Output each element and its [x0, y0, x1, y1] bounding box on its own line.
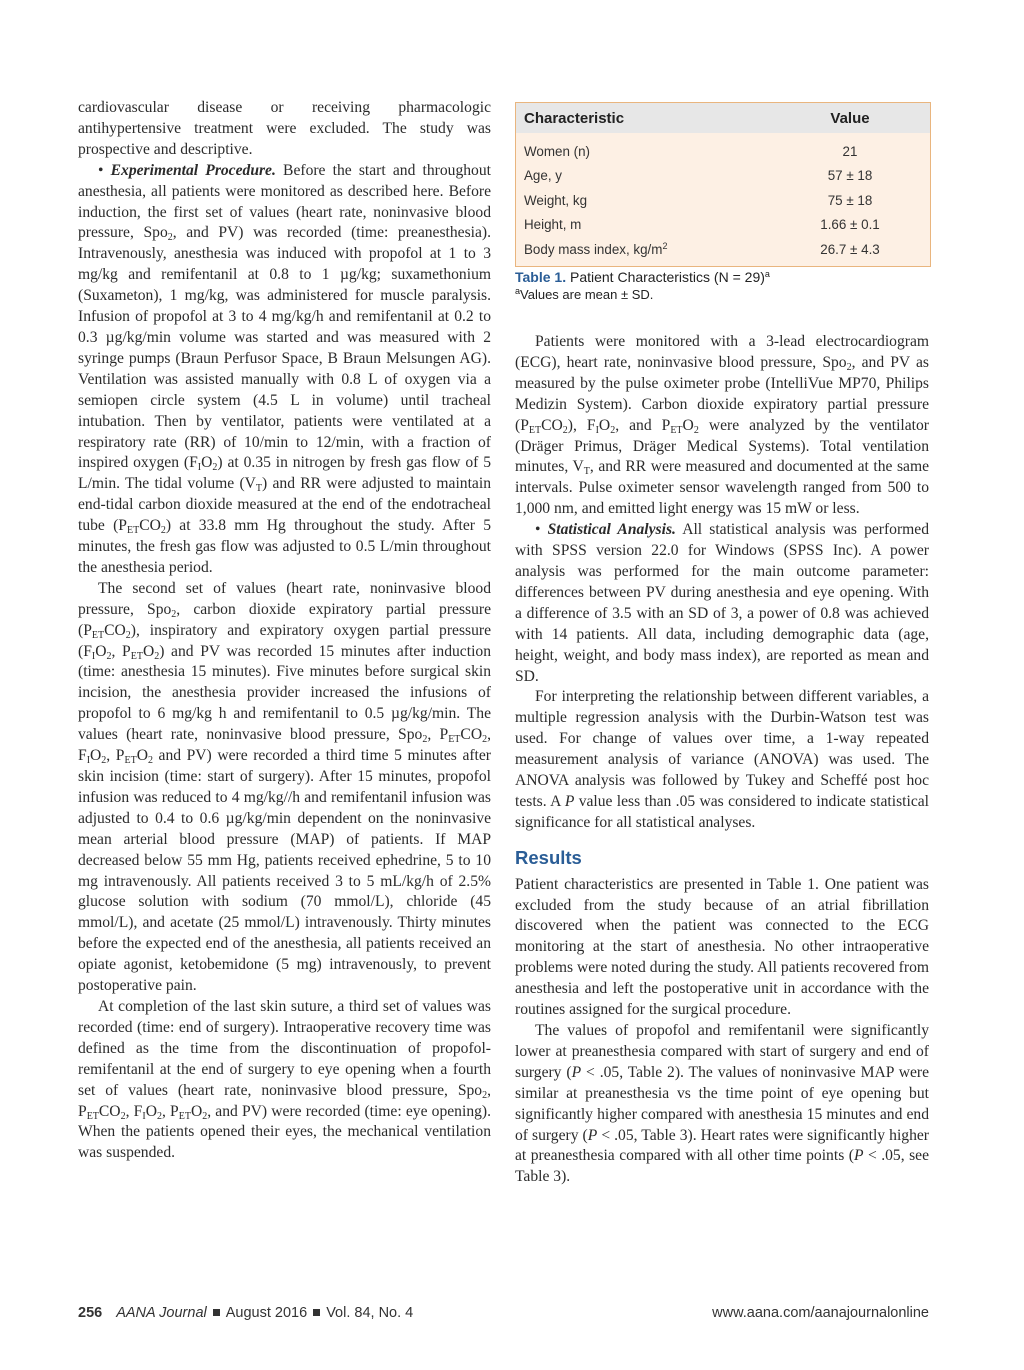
table-title: Patient Characteristics (N = 29) — [566, 269, 765, 285]
square-bullet-icon — [213, 1309, 220, 1316]
row-value: 57 ± 18 — [827, 168, 873, 184]
table-row — [516, 237, 930, 266]
row-value: 1.66 ± 0.1 — [820, 217, 880, 233]
paragraph: • Experimental Procedure. Before the start and throughout anesthesia, all patients were monitored as described here. Before induction, the first set of values (heart rate, noninvasive blood pressure, Spo$_2$, and PV) was recorded (time: preanesthesia). Intravenously, anesthesia was induced with propofol at 1 to 3 mg/kg and remifentanil at 0.8 to 1 µg/kg; suxamethonium (Suxameton), 1 mg/kg, was administered for muscle paralysis. Infusion of propofol at 3 to 4 mg/kg/h and remifentanil at 0.2 to 0.3 µg/kg/min volume was started and was measured with 2 syringe pumps (Braun Perfusor Space, B Braun Melsungen AG). Ventilation was assisted manually with 0.8 L of oxygen via a semiopen circle system (4.5 L in volume) until tracheal intubation. Then by ventilator, patients were ventilated at a respiratory rate (RR) of 10/min to 12/min, with a fraction of inspired oxygen $(F_IO_2)$ at 0.35 in nitrogen by fresh gas flow of 5 L/min. The tidal volume $(V_T)$ and RR were adjusted to maintain end-tidal carbon dioxide measured at the end of the endotracheal tube $(P_{ET}CO_2)$ at 33.8 mm Hg throughout the study. After 5 minutes, the fresh gas flow was adjusted to 0.5 L/min throughout the anesthesia period. — [78, 161, 492, 576]
section-lead: Statistical Analysis. — [547, 521, 676, 539]
table-row — [516, 133, 930, 164]
table-row — [516, 164, 930, 189]
table-row — [516, 188, 930, 213]
journal-url[interactable]: www.aana.com/aanajournalonline — [712, 1305, 929, 1321]
paragraph: Patient characteristics are presented in Table 1. One patient was excluded from the study because of an atrial fibrillation discovered when the patient was connected to the ECG monitoring at the start of anesthesia. No other intraoperative problems were noted during the study. All patients recovered from anesthesia and left the postoperative unit in accordance with the routines assigned for the surgical procedure. — [515, 875, 929, 1019]
paragraph: The second set of values (heart rate, noninvasive blood pressure, Spo$_2$, carbon dioxide expiratory partial pressure $(P_{ET}CO_2)$, inspiratory and expiratory oxygen partial pressure ($F_IO_2$, $P_{ET}O_2$) and PV was recorded 15 minutes after induction (time: anesthesia 15 minutes). Five minutes before surgical skin incision, the anesthesia provider increased the infusions of propofol to 6 mg/kg h and remifentanil to 0.5 µg/kg/min. The values (heart rate, noninvasive blood pressure, Spo$_2$, $P_{ET}CO_2$, $F_IO_2$, $P_{ET}O_2$ and PV) were recorded a third time 5 minutes after skin incision (time: start of surgery). After 15 minutes, propofol infusion was reduced to 4 mg/kg//h and remifentanil infusion was adjusted to 0.4 to 0.6 µg/kg/min dependent on the noninvasive mean arterial blood pressure (MAP) of patients. If MAP decreased below 55 mm Hg, patients received ephedrine, 5 to 10 mg intravenously. All patients received 3 to 5 mL/kg/h of 2.5% glucose solution with sodium (70 mmol/L), chloride (45 mmol/L), and acetate (25 mmol/L) intravenously. Thirty minutes before the expected end of the anesthesia, all patients received an opiate agonist, ketobemidone (5 mg) intravenously, to prevent postoperative pain. — [78, 579, 492, 995]
page-footer — [78, 1305, 929, 1325]
footer-citation — [78, 1305, 413, 1321]
column-header-characteristic: Characteristic — [516, 103, 770, 133]
volume-issue: Vol. 84, No. 4 — [326, 1305, 414, 1321]
table-header-row — [516, 103, 930, 133]
square-bullet-icon — [313, 1309, 320, 1316]
section-heading-results: Results — [515, 846, 582, 868]
page-number: 256 — [78, 1305, 103, 1321]
row-value: 21 — [842, 143, 858, 159]
row-value: 26.7 ± 4.3 — [820, 241, 880, 257]
paragraph: • Statistical Analysis. All statistical analysis was performed with SPSS version 22.0 for Windows (SPSS Inc). A power analysis was performed for the main outcome parameter: differences between PV during anesthesia and eye opening. With a difference of 3.5 with an SD of 3, a power of 0.8 was achieved with 14 patients. All data, including demographic data (age, height, weight, and body mass index), are reported as mean and SD. — [515, 521, 930, 685]
left-column — [78, 98, 491, 1164]
table-1 — [515, 102, 931, 267]
section-lead: Experimental Procedure. — [110, 161, 276, 179]
right-column — [515, 332, 929, 1188]
paragraph: cardiovascular disease or receiving pharmacologic antihypertensive treatment were excluded. The study was prospective and descriptive. — [78, 99, 491, 158]
issue-date: August 2016 — [225, 1305, 308, 1321]
table-caption: Table 1. Patient Characteristics (N = 29)$^a$ $^a$Values are mean ± SD. — [515, 268, 929, 304]
row-label: Women (n) — [524, 143, 590, 159]
paragraph: For interpreting the relationship between different variables, a multiple regression analysis with the Durbin-Watson test was used. For change of values over time, a 1-way repeated measurement analysis of variance (ANOVA) was used. The ANOVA analysis was followed by Tukey and Scheffé post hoc tests. A P value less than .05 was considered to indicate statistical significance for all statistical analyses. — [515, 688, 929, 831]
row-label: Height, m — [524, 217, 582, 233]
journal-name: AANA Journal — [116, 1305, 207, 1321]
column-header-value: Value — [770, 103, 930, 133]
row-value: 75 ± 18 — [827, 192, 873, 208]
paragraph: At completion of the last skin suture, a third set of values was recorded (time: end of surgery). Intraoperative recovery time was defined as the time from the discontinuation of propofol-remifentanil at the end of surgery to eye opening when a fourth set of values (heart rate, noninvasive blood pressure, Spo$_2$, $P_{ET}CO_2$, $F_IO_2$, $P_{ET}O_2$, and PV) were recorded (time: eye opening). When the patients opened their eyes, the mechanical ventilation was suspended. — [78, 997, 491, 1162]
row-label: Age, y — [524, 168, 562, 184]
row-label: Body mass index, $kg/m^2$ — [524, 240, 668, 257]
table-footnote: $^a$Values are mean ± SD. — [515, 286, 654, 302]
paragraph: The values of propofol and remifentanil were significantly lower at preanesthesia compared with start of surgery and end of surgery (P < .05, Table 2). The values of noninvasive MAP were similar at preanesthesia vs the time point of eye opening but significantly higher compared with anesthesia 15 minutes and end of surgery (P < .05, Table 3). Heart rates were significantly higher at preanesthesia compared with all other time points (P < .05, see Table 3). — [515, 1022, 929, 1186]
paragraph: Patients were monitored with a 3-lead electrocardiogram (ECG), heart rate, noninvasive blood pressure, Spo$_2$, and PV as measured by the pulse oximeter probe (IntelliVue MP70, Philips Medizin System). Carbon dioxide expiratory partial pressure $(P_{ET}CO_2)$, $F_IO_2$, and $P_{ET}O_2$ were analyzed by the ventilator (Dräger Primus, Dräger Medical Systems). Total ventilation minutes, $V_T$, and RR were measured and documented at the same intervals. Pulse oximeter sensor wavelength ranged from 500 to 1,000 nm, and emitted light energy was 15 mW or less. — [515, 333, 929, 518]
table-label: Table 1. — [515, 269, 567, 285]
table-row — [516, 213, 930, 238]
row-label: Weight, kg — [524, 192, 588, 208]
characteristics-table — [516, 103, 930, 266]
